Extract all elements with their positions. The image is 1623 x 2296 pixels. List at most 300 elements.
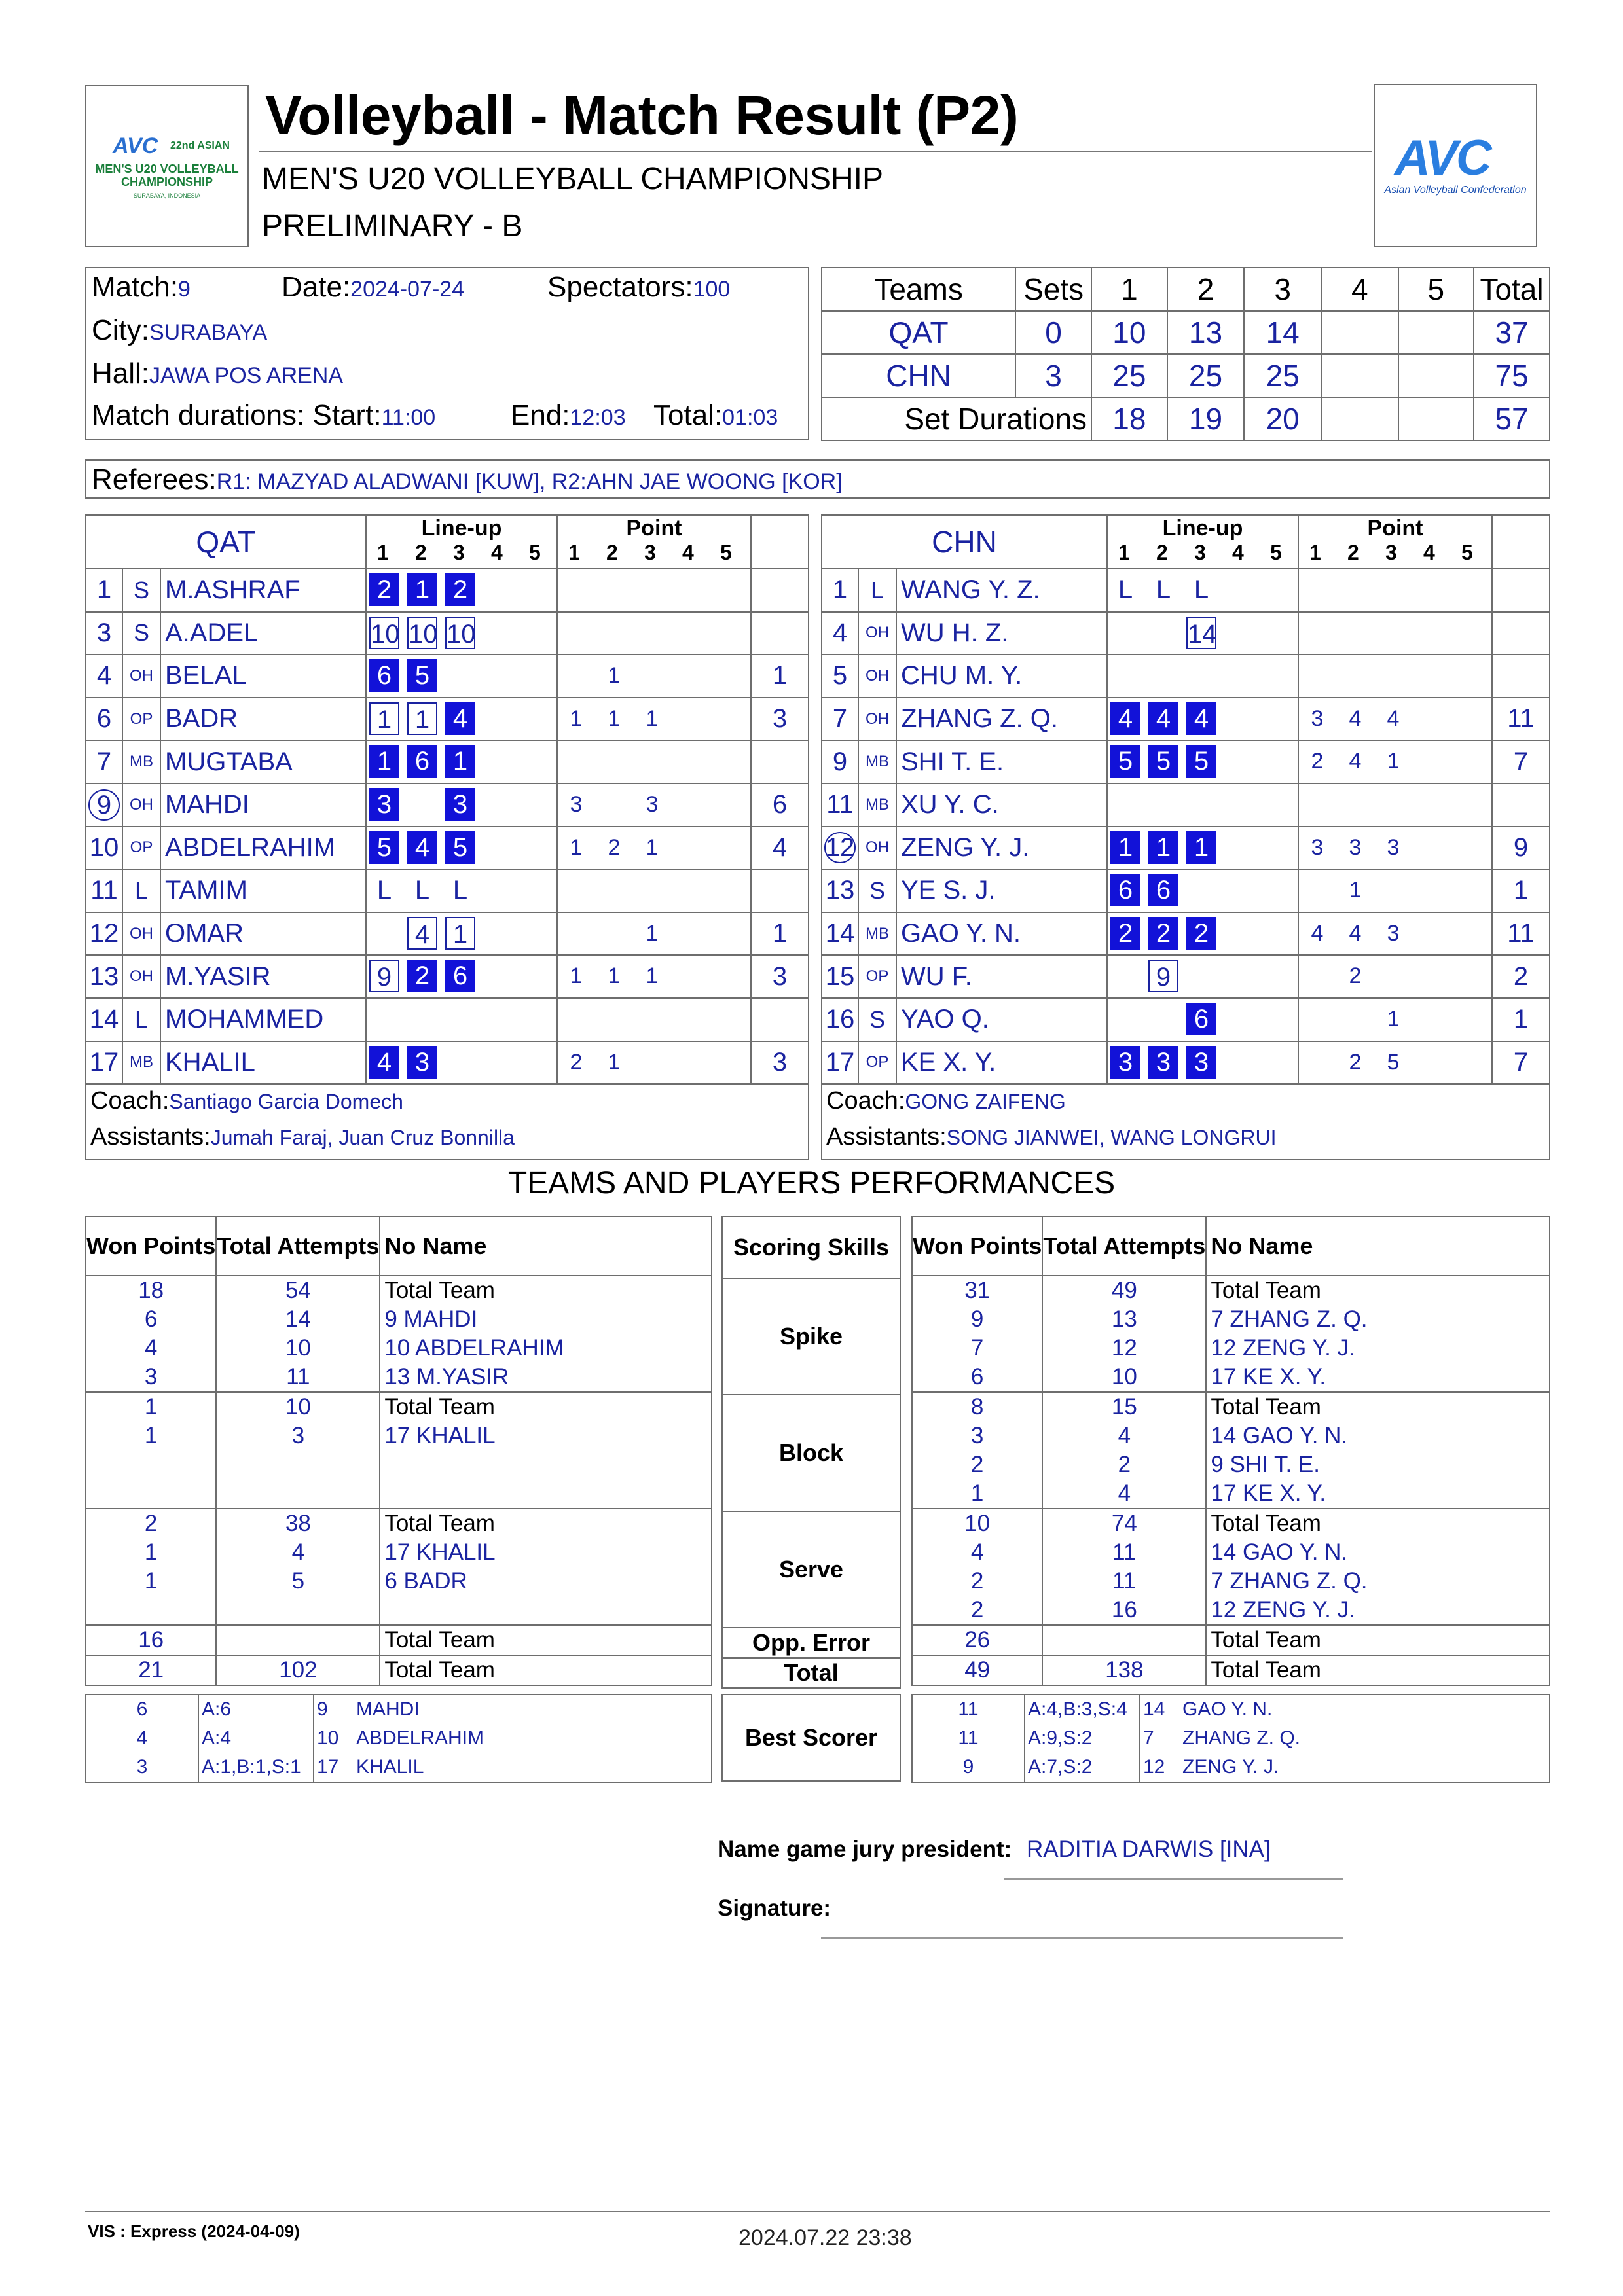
performance-row [86, 1596, 712, 1625]
player-lineup [1107, 612, 1298, 655]
roster-team-name: QAT [86, 515, 366, 569]
best-scorer-row [86, 1753, 712, 1782]
player-points [557, 827, 751, 870]
lineup-set-number: 1 [377, 541, 389, 564]
best-breakdown: A:6 [198, 1695, 314, 1724]
total-attempts [216, 1450, 380, 1479]
performer-name: Total Team [1206, 1392, 1550, 1422]
player-row [822, 827, 1550, 870]
performance-table [911, 1216, 1550, 1686]
match-date: 2024-07-24 [350, 277, 465, 302]
player-lineup [366, 998, 557, 1041]
city-value: SURABAYA [149, 320, 268, 345]
total-attempts: 74 [1042, 1509, 1206, 1538]
set-points: 1 [646, 963, 659, 989]
player-row [822, 955, 1550, 998]
player-row [86, 869, 809, 912]
player-position: OH [858, 698, 896, 741]
hall-label: Hall: [92, 357, 150, 389]
jury-label: Name game jury president: [718, 1837, 1012, 1862]
set-score: 25 [1244, 354, 1321, 397]
set-score: 14 [1244, 311, 1321, 354]
score-table [821, 267, 1550, 441]
best-points: 9 [912, 1753, 1025, 1782]
player-name: MAHDI [160, 783, 366, 827]
total-attempts: 11 [1042, 1538, 1206, 1567]
total-duration: 57 [1474, 397, 1550, 440]
player-number: 5 [822, 655, 858, 698]
performance-table [85, 1216, 712, 1686]
set-points: 2 [1311, 749, 1324, 774]
player-number: 7 [822, 698, 858, 741]
player-row [822, 998, 1550, 1041]
total-attempts: 138 [1042, 1655, 1206, 1685]
total-attempts [1042, 1625, 1206, 1655]
best-number: 12 [1140, 1753, 1180, 1782]
coach-name: Santiago Garcia Domech [169, 1090, 403, 1114]
point-set-number: 2 [1347, 541, 1359, 564]
lineup-position: 5 [407, 659, 437, 692]
player-position: L [858, 569, 896, 612]
lineup-position: L [376, 876, 392, 905]
player-position: OP [122, 827, 160, 870]
performances-title: TEAMS AND PLAYERS PERFORMANCES [507, 1166, 1116, 1200]
total-attempts: 15 [1042, 1392, 1206, 1422]
assistants-line [90, 1123, 804, 1151]
performance-row [86, 1538, 712, 1567]
skill-row [722, 1511, 900, 1628]
performer-name: 17 KE X. Y. [1206, 1363, 1550, 1392]
player-row [822, 869, 1550, 912]
performer-name: Total Team [1206, 1276, 1550, 1305]
player-name: GAO Y. N. [896, 912, 1107, 956]
player-position: S [858, 869, 896, 912]
logo-line: MEN'S U20 VOLLEYBALL [95, 162, 239, 175]
date-line [282, 271, 464, 304]
won-points: 10 [912, 1509, 1042, 1538]
lineup-position: 2 [407, 960, 437, 992]
total-attempts: 14 [216, 1305, 380, 1334]
lineup-position: 1 [369, 702, 399, 735]
total-label: Total: [653, 399, 723, 431]
performer-name: 9 MAHDI [380, 1305, 712, 1334]
set-score: 25 [1167, 354, 1245, 397]
player-number: 11 [86, 869, 122, 912]
set-points: 2 [608, 834, 621, 860]
won-points: 3 [912, 1422, 1042, 1450]
best-name: MAHDI [354, 1695, 712, 1724]
player-lineup [366, 698, 557, 741]
player-points [1298, 612, 1492, 655]
performer-name: 12 ZENG Y. J. [1206, 1334, 1550, 1363]
won-points: 1 [86, 1422, 216, 1450]
col-no-name: No Name [380, 1217, 712, 1276]
player-total-points: 1 [1492, 998, 1550, 1041]
performance-row [912, 1422, 1550, 1450]
player-total-points: 9 [1492, 827, 1550, 870]
lineup-position: 2 [1148, 917, 1178, 950]
lineup-position: 4 [407, 917, 437, 950]
skills-table [721, 1216, 901, 1689]
point-set-number: 1 [1309, 541, 1321, 564]
player-points [557, 740, 751, 783]
lineup-position: 4 [1110, 702, 1140, 735]
hall-line [92, 357, 343, 390]
performer-name: Total Team [1206, 1509, 1550, 1538]
won-points: 1 [86, 1538, 216, 1567]
best-breakdown: A:7,S:2 [1025, 1753, 1140, 1782]
player-row [86, 569, 809, 612]
duration-line [92, 399, 435, 432]
player-lineup [1107, 783, 1298, 827]
player-number: 14 [822, 912, 858, 956]
total-attempts: 10 [1042, 1363, 1206, 1392]
col-scoring-skills: Scoring Skills [722, 1217, 900, 1278]
won-points: 6 [86, 1305, 216, 1334]
player-lineup [366, 955, 557, 998]
set-duration [1398, 397, 1474, 440]
spectators-line [547, 271, 730, 304]
total-time: 01:03 [722, 405, 778, 430]
player-total-points: 3 [751, 698, 809, 741]
lineup-position: 4 [1186, 702, 1216, 735]
set-points: 1 [1387, 1006, 1400, 1031]
performance-row [912, 1538, 1550, 1567]
won-points: 1 [912, 1479, 1042, 1509]
spectators-count: 100 [693, 277, 731, 302]
skills-header [722, 1217, 900, 1278]
coach-line [826, 1087, 1545, 1115]
skill-row [722, 1628, 900, 1658]
lineup-position: 3 [1148, 1046, 1178, 1079]
total-attempts: 5 [216, 1567, 380, 1596]
end-line [511, 399, 626, 432]
performer-name: Total Team [1206, 1625, 1550, 1655]
player-position: L [122, 998, 160, 1041]
point-set-number: 4 [682, 541, 694, 564]
lineup-position: 3 [407, 1046, 437, 1079]
player-name: KE X. Y. [896, 1041, 1107, 1085]
signature-label: Signature: [718, 1895, 831, 1921]
performer-name [380, 1479, 712, 1509]
best-scorer-row [912, 1695, 1550, 1724]
lineup-position: 5 [1148, 745, 1178, 778]
skill-spike: Spike [722, 1278, 900, 1395]
skill-row [722, 1658, 900, 1688]
performer-name: 17 KHALIL [380, 1422, 712, 1450]
start-time: 11:00 [381, 405, 436, 430]
col-set-1: 1 [1091, 268, 1167, 311]
won-points [86, 1479, 216, 1509]
title-rule [259, 151, 1372, 152]
lineup-set-number: 5 [1270, 541, 1282, 564]
performer-name [380, 1450, 712, 1479]
player-row [822, 612, 1550, 655]
performer-name: 9 SHI T. E. [1206, 1450, 1550, 1479]
assistants-line [826, 1123, 1545, 1151]
won-points: 16 [86, 1625, 216, 1655]
player-lineup [1107, 998, 1298, 1041]
page-title: Volleyball - Match Result (P2) [265, 84, 1019, 146]
player-name: ZHANG Z. Q. [896, 698, 1107, 741]
performance-row [86, 1509, 712, 1538]
skill-block: Block [722, 1395, 900, 1511]
skill-opp-error: Opp. Error [722, 1628, 900, 1658]
won-points: 49 [912, 1655, 1042, 1685]
total-attempts: 16 [1042, 1596, 1206, 1625]
point-set-number: 3 [1385, 541, 1397, 564]
city-line [92, 314, 267, 347]
set-points: 1 [608, 1049, 621, 1075]
won-points [86, 1450, 216, 1479]
player-position: OP [858, 955, 896, 998]
avc-logo-caption: Asian Volleyball Confederation [1384, 185, 1527, 196]
set-duration: 19 [1167, 397, 1245, 440]
lineup-position: 1 [1110, 831, 1140, 864]
jury-underline [1004, 1878, 1343, 1880]
total-attempts [216, 1596, 380, 1625]
player-row [822, 783, 1550, 827]
best-scorer-row [86, 1695, 712, 1724]
set-points: 3 [1387, 834, 1400, 860]
won-points: 1 [86, 1567, 216, 1596]
vis-version: VIS : Express (2024-04-09) [88, 2221, 300, 2241]
lineup-position: 6 [1186, 1003, 1216, 1035]
best-points: 11 [912, 1724, 1025, 1753]
player-number: 13 [86, 955, 122, 998]
lineup-position: 5 [1186, 745, 1216, 778]
lineup-set-number: 1 [1118, 541, 1130, 564]
lineup-set-number: 4 [491, 541, 503, 564]
player-lineup [366, 783, 557, 827]
set-points: 1 [1349, 878, 1362, 903]
player-number: 1 [86, 569, 122, 612]
set-points: 2 [1349, 963, 1362, 989]
player-position: OH [122, 955, 160, 998]
player-total-points: 11 [1492, 912, 1550, 956]
player-row [822, 912, 1550, 956]
player-points [1298, 1041, 1492, 1085]
player-row [86, 955, 809, 998]
performance-row [86, 1305, 712, 1334]
lineup-position: 6 [1148, 874, 1178, 906]
player-number: 11 [822, 783, 858, 827]
referees [85, 459, 1550, 499]
set-duration: 18 [1091, 397, 1167, 440]
roster-table [821, 514, 1550, 1160]
team-name: QAT [822, 311, 1015, 354]
lineup-position: 1 [407, 702, 437, 735]
lineup-position: 6 [369, 659, 399, 692]
won-points: 26 [912, 1625, 1042, 1655]
player-total-points: 6 [751, 783, 809, 827]
player-row [86, 740, 809, 783]
performer-name: Total Team [1206, 1655, 1550, 1685]
total-score: 37 [1474, 311, 1550, 354]
player-position: OP [122, 698, 160, 741]
score-row-chn [822, 354, 1550, 397]
performance-table-qat [85, 1216, 712, 1686]
performance-row [86, 1655, 712, 1685]
performance-row [86, 1392, 712, 1422]
player-name: YE S. J. [896, 869, 1107, 912]
performer-name: Total Team [380, 1625, 712, 1655]
set-points: 1 [1387, 749, 1400, 774]
referees-label: Referees: [92, 463, 217, 495]
won-points: 4 [912, 1538, 1042, 1567]
roster-header [86, 515, 809, 569]
lineup-position: 6 [1110, 874, 1140, 906]
performance-row [912, 1334, 1550, 1363]
player-lineup [1107, 869, 1298, 912]
best-name: ABDELRAHIM [354, 1724, 712, 1753]
player-row [822, 569, 1550, 612]
won-points: 31 [912, 1276, 1042, 1305]
player-row [822, 698, 1550, 741]
performance-row [86, 1363, 712, 1392]
player-number: 1 [822, 569, 858, 612]
lineup-header-label: Line-up [1162, 516, 1243, 541]
score-row-qat [822, 311, 1550, 354]
lineup-position: 4 [407, 831, 437, 864]
col-set-5: 5 [1398, 268, 1474, 311]
set-points: 3 [646, 791, 659, 817]
player-total-points [1492, 612, 1550, 655]
match-line [92, 271, 191, 304]
player-points [1298, 740, 1492, 783]
best-scorer-row [86, 1724, 712, 1753]
lineup-position: 2 [369, 573, 399, 606]
performer-name: Total Team [380, 1655, 712, 1685]
performance-row [86, 1276, 712, 1305]
assistants-names: SONG JIANWEI, WANG LONGRUI [946, 1126, 1277, 1150]
player-number: 17 [822, 1041, 858, 1085]
player-points [1298, 827, 1492, 870]
won-points: 21 [86, 1655, 216, 1685]
total-attempts: 11 [1042, 1567, 1206, 1596]
roster-lineup-header [1107, 515, 1298, 569]
set-points: 1 [646, 834, 659, 860]
assistants-label: Assistants: [826, 1123, 947, 1151]
player-total-points: 7 [1492, 1041, 1550, 1085]
player-name: KHALIL [160, 1041, 366, 1085]
total-attempts [216, 1625, 380, 1655]
performance-header [86, 1217, 712, 1276]
player-name: BELAL [160, 655, 366, 698]
best-scorer-box [721, 1694, 901, 1782]
lineup-position: 5 [369, 831, 399, 864]
player-lineup [1107, 655, 1298, 698]
avc-logo [1374, 84, 1537, 247]
set-points: 1 [570, 706, 583, 731]
best-scorer-label: Best Scorer [744, 1724, 878, 1751]
roster-total-header [751, 515, 809, 569]
captain-circle: 12 [825, 833, 855, 863]
team-name: CHN [822, 354, 1015, 397]
lineup-position: 4 [369, 1046, 399, 1079]
player-row [822, 655, 1550, 698]
match-number: 9 [178, 277, 191, 302]
best-breakdown: A:9,S:2 [1025, 1724, 1140, 1753]
won-points: 1 [86, 1392, 216, 1422]
lineup-position: 3 [1186, 1046, 1216, 1079]
best-scorer-chn [911, 1694, 1550, 1783]
player-row [86, 827, 809, 870]
best-name: GAO Y. N. [1180, 1695, 1550, 1724]
player-lineup [1107, 827, 1298, 870]
best-number: 7 [1140, 1724, 1180, 1753]
lineup-position: 2 [1186, 917, 1216, 950]
performance-row [912, 1392, 1550, 1422]
match-label: Match: [92, 271, 179, 303]
player-total-points: 11 [1492, 698, 1550, 741]
player-position: OH [122, 912, 160, 956]
set-score [1321, 354, 1398, 397]
player-lineup [366, 912, 557, 956]
player-points [1298, 655, 1492, 698]
duration-label: Match durations: Start: [92, 399, 382, 431]
player-points [557, 1041, 751, 1085]
player-position: MB [858, 783, 896, 827]
performance-row [86, 1422, 712, 1450]
set-points: 1 [608, 663, 621, 689]
coach-row [86, 1084, 809, 1160]
best-number: 10 [314, 1724, 354, 1753]
set-points: 4 [1387, 706, 1400, 731]
total-line [653, 399, 778, 432]
lineup-position: 5 [445, 831, 475, 864]
player-name: MOHAMMED [160, 998, 366, 1041]
set-points: 4 [1349, 749, 1362, 774]
total-attempts: 54 [216, 1276, 380, 1305]
player-total-points [1492, 783, 1550, 827]
championship-logo [85, 85, 249, 247]
set-points: 2 [1349, 1049, 1362, 1075]
roster-table [85, 514, 809, 1160]
lineup-position: 9 [1148, 960, 1178, 992]
player-number: 13 [822, 869, 858, 912]
player-position: OH [858, 827, 896, 870]
best-number: 9 [314, 1695, 354, 1724]
player-lineup [366, 740, 557, 783]
performer-name: 17 KE X. Y. [1206, 1479, 1550, 1509]
player-name: XU Y. C. [896, 783, 1107, 827]
performer-name: 7 ZHANG Z. Q. [1206, 1567, 1550, 1596]
performance-row [86, 1479, 712, 1509]
set-points: 3 [570, 791, 583, 817]
avc-logo-mark: AVC [1395, 130, 1490, 186]
player-row [822, 1041, 1550, 1085]
sets-won: 0 [1015, 311, 1091, 354]
print-timestamp: 2024.07.22 23:38 [739, 2225, 912, 2250]
col-sets: Sets [1015, 268, 1091, 311]
performer-name: 10 ABDELRAHIM [380, 1334, 712, 1363]
best-number: 17 [314, 1753, 354, 1782]
set-points: 3 [1311, 706, 1324, 731]
player-position: OH [858, 612, 896, 655]
performance-row [912, 1479, 1550, 1509]
won-points: 8 [912, 1392, 1042, 1422]
player-lineup [1107, 569, 1298, 612]
lineup-header-label: Line-up [421, 516, 502, 541]
player-number: 4 [86, 655, 122, 698]
performance-row [86, 1567, 712, 1596]
player-total-points [1492, 655, 1550, 698]
lineup-position: 1 [445, 917, 475, 950]
total-attempts: 4 [216, 1538, 380, 1567]
logo-line: SURABAYA, INDONESIA [133, 192, 201, 199]
lineup-position: 3 [369, 788, 399, 821]
